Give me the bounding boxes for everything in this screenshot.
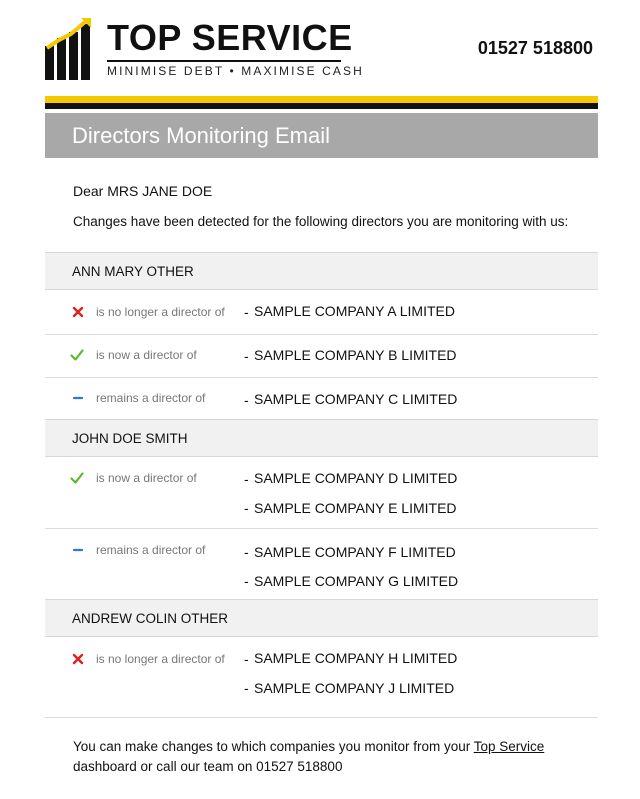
x-icon — [71, 652, 85, 666]
separator-dash: - — [244, 500, 249, 516]
check-icon — [70, 471, 84, 485]
company-name: SAMPLE COMPANY H LIMITED — [254, 650, 458, 666]
footer-text-before: You can make changes to which companies you monitor from your — [73, 739, 474, 754]
header-phone[interactable]: 01527 518800 — [477, 38, 593, 58]
brand-tagline: MINIMISE DEBT • MAXIMISE CASH — [107, 64, 364, 78]
separator-dash: - — [244, 573, 249, 589]
director-header — [45, 599, 598, 637]
row-divider — [45, 528, 598, 529]
status-label: is now a director of — [96, 348, 197, 362]
director-header — [45, 252, 598, 290]
brand-rule — [107, 60, 341, 62]
status-label: is now a director of — [96, 471, 197, 485]
company-name: SAMPLE COMPANY C LIMITED — [254, 391, 458, 407]
separator-dash: - — [244, 544, 249, 560]
check-icon — [70, 348, 84, 362]
x-icon — [71, 305, 85, 319]
separator-dash: - — [244, 348, 249, 364]
row-divider — [45, 334, 598, 335]
footer-text — [73, 737, 573, 777]
banner-title: Directors Monitoring Email — [72, 123, 330, 148]
separator-dash: - — [244, 392, 249, 408]
separator-dash: - — [244, 651, 249, 667]
status-label: remains a director of — [96, 543, 206, 557]
director-name: ANN MARY OTHER — [72, 264, 194, 279]
title-banner — [45, 113, 598, 158]
status-label: remains a director of — [96, 391, 206, 405]
director-name: JOHN DOE SMITH — [72, 431, 188, 446]
yellow-stripe — [45, 96, 598, 103]
black-stripe — [45, 103, 598, 109]
email-header — [45, 18, 598, 86]
company-name: SAMPLE COMPANY F LIMITED — [254, 544, 456, 560]
bar-chart-logo-icon — [45, 18, 93, 80]
top-service-link[interactable]: Top Service — [473, 739, 545, 754]
dash-icon — [71, 543, 85, 557]
separator-dash: - — [244, 471, 249, 487]
separator-dash: - — [244, 304, 249, 320]
company-name: SAMPLE COMPANY J LIMITED — [254, 680, 455, 696]
brand-name: TOP SERVICE — [107, 17, 353, 58]
intro-text: Changes have been detected for the following directors you are monitoring with us: — [73, 214, 569, 229]
status-label: is no longer a director of — [96, 652, 225, 666]
separator-dash: - — [244, 680, 249, 696]
status-label: is no longer a director of — [96, 305, 225, 319]
greeting: Dear MRS JANE DOE — [73, 183, 213, 199]
director-header — [45, 419, 598, 457]
company-name: SAMPLE COMPANY A LIMITED — [254, 303, 455, 319]
company-name: SAMPLE COMPANY B LIMITED — [254, 347, 457, 363]
dash-icon — [71, 391, 85, 405]
company-name: SAMPLE COMPANY D LIMITED — [254, 470, 458, 486]
row-divider — [45, 377, 598, 378]
director-name: ANDREW COLIN OTHER — [72, 611, 229, 626]
footer-text-after: dashboard or call our team on 01527 518800 — [73, 759, 343, 774]
company-name: SAMPLE COMPANY G LIMITED — [254, 573, 459, 589]
company-name: SAMPLE COMPANY E LIMITED — [254, 500, 457, 516]
row-divider — [45, 717, 598, 718]
